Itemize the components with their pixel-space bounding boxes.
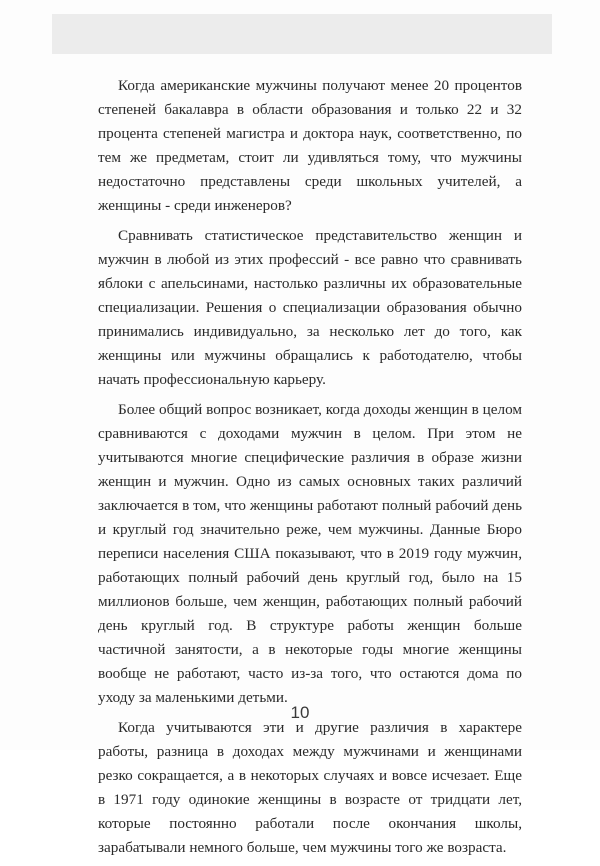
paragraph-4: Когда учитываются эти и другие различия в характере работы, разница в доходах между мужчинами и женщинами резко сокращается, а в некоторых случаях и вовсе исчезает. Еще в 1971 году одинокие женщины в возрасте от тридцати лет, которые постоянно работали после окончания школы, зарабатывали немного больше, чем мужчины того же возраста. xyxy=(98,719,522,856)
paragraph-2: Сравнивать статистическое представительство женщин и мужчин в любой из этих профессий - все равно что сравнивать яблоки с апельсинами, настолько различны их образовательные специализации. Решения о специализации образования обычно принимались индивидуально, за несколько лет до того, как женщины или мужчины обращались к работодателю, чтобы начать профессиональную карьеру. xyxy=(98,227,522,388)
body-text xyxy=(98,74,522,866)
page-number: 10 xyxy=(290,703,310,722)
paragraph-3: Более общий вопрос возникает, когда доходы женщин в целом сравниваются с доходами мужчин в целом. При этом не учитываются многие специфические различия в образе жизни женщин и мужчин. Одно из самых основных таких различий заключается в том, что женщины работают полный рабочий день и круглый год значительно реже, чем мужчины. Данные Бюро переписи населения США показывают, что в 2019 году мужчин, работающих полный рабочий день круглый год, было на 15 миллионов больше, чем женщин, работающих полный рабочий день круглый год. В структуре работы женщин больше частичной занятости, а в некоторые годы многие женщины вообще не работают, часто из-за того, что остаются дома по уходу за маленькими детьми. xyxy=(98,401,522,706)
running-header-band xyxy=(52,14,552,54)
paragraph-1: Когда американские мужчины получают менее 20 процентов степеней бакалавра в области образования и только 22 и 32 процента степеней магистра и доктора наук, соответственно, по тем же предметам, стоит ли удивляться тому, что мужчины недостаточно представлены среди школьных учителей, а женщины - среди инженеров? xyxy=(98,77,522,214)
